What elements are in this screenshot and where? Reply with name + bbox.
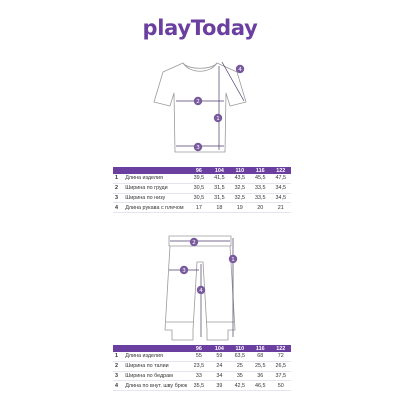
tshirt-outline [154,63,246,152]
table-row: 3 Ширина по бедрам 33 34 35 36 37,5 [113,371,291,381]
table-row: 2 Ширина по талии 23,5 24 25 25,5 26,5 [113,361,291,371]
table-row: 4 Длина рукава с плечом 17 18 19 20 21 [113,203,291,213]
marker-1 [214,114,222,122]
size-96-header: 96 [189,167,209,174]
size-116-header: 116 [250,345,270,352]
marker-2 [190,238,198,246]
svg-text:2: 2 [196,99,200,105]
size-104-header: 104 [209,167,229,174]
brand-logo: playToday [142,16,258,40]
table-row: 1 Длина изделия 39,5 41,5 43,5 45,5 47,5 [113,174,291,183]
marker-3 [180,266,188,274]
svg-text:3: 3 [196,145,200,151]
size-96-header: 96 [189,345,209,352]
size-104-header: 104 [209,345,229,352]
size-110-header: 110 [230,167,250,174]
size-116-header: 116 [250,167,270,174]
svg-text:1: 1 [216,116,220,122]
table-header-row [113,167,291,174]
size-122-header: 122 [271,167,292,174]
marker-2 [194,97,202,105]
svg-text:2: 2 [192,240,196,246]
tshirt-size-table [113,167,291,213]
table-row: 2 Ширина по груди 30,5 31,5 32,5 33,5 34,5 [113,183,291,193]
svg-text:1: 1 [231,257,235,263]
table-header-row [113,345,291,352]
tshirt-measure-lines [176,62,244,150]
svg-text:4: 4 [199,288,203,294]
table-row: 3 Ширина по низу 30,5 31,5 32,5 33,5 34,5 [113,193,291,203]
table-row: 1 Длина изделия 55 59 63,5 68 72 [113,352,291,361]
pants-size-table [113,345,291,391]
marker-4 [197,286,205,294]
svg-text:4: 4 [238,67,242,73]
svg-text:3: 3 [182,268,186,274]
size-122-header: 122 [271,345,292,352]
size-110-header: 110 [230,345,250,352]
marker-4 [236,65,244,73]
marker-1 [229,255,237,263]
marker-3 [194,143,202,151]
table-row: 4 Длина по внут. шву брюк 35,5 39 42,5 46,5 50 [113,381,291,391]
